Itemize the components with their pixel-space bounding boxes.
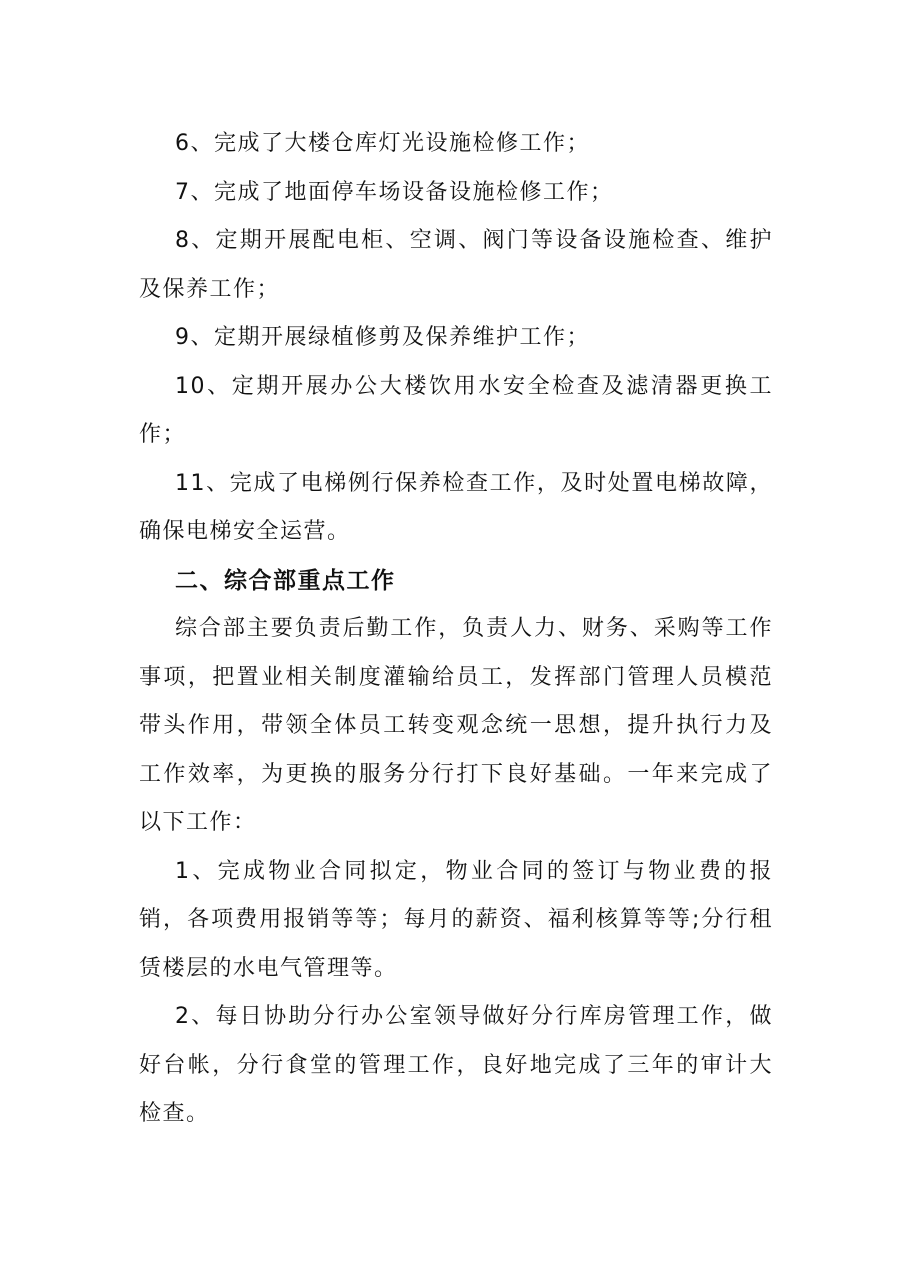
paragraph-item-11: 11、完成了电梯例行保养检查工作，及时处置电梯故障，确保电梯安全运营。 bbox=[139, 470, 773, 544]
paragraph-item-6: 6、完成了大楼仓库灯光设施检修工作； bbox=[175, 131, 590, 156]
paragraph-item-8: 8、定期开展配电柜、空调、阀门等设备设施检查、维护及保养工作； bbox=[139, 228, 773, 302]
paragraph-item-1: 1、完成物业合同拟定，物业合同的签订与物业费的报销，各项费用报销等等；每月的薪资、福利核算等等;分行租赁楼层的水电气管理等。 bbox=[139, 858, 773, 981]
paragraph-item-7: 7、完成了地面停车场设备设施检修工作； bbox=[175, 179, 614, 205]
document-body bbox=[139, 120, 773, 1139]
paragraph-item-2: 2、每日协助分行办公室领导做好分行库房管理工作，做好台帐，分行食堂的管理工作，良好地完成了三年的审计大检查。 bbox=[139, 1004, 773, 1126]
paragraph-item-9: 9、定期开展绿植修剪及保养维护工作； bbox=[175, 325, 590, 350]
paragraph-intro: 综合部主要负责后勤工作，负责人力、财务、采购等工作事项，把置业相关制度灌输给员工，发挥部门管理人员模范带头作用，带领全体员工转变观念统一思想，提升执行力及工作效率，为更换的服务分行打下良好基础。一年来完成了以下工作： bbox=[139, 616, 773, 835]
section-heading: 二、综合部重点工作 bbox=[175, 567, 396, 594]
paragraph-item-10: 10、定期开展办公大楼饮用水安全检查及滤清器更换工作； bbox=[139, 373, 773, 447]
